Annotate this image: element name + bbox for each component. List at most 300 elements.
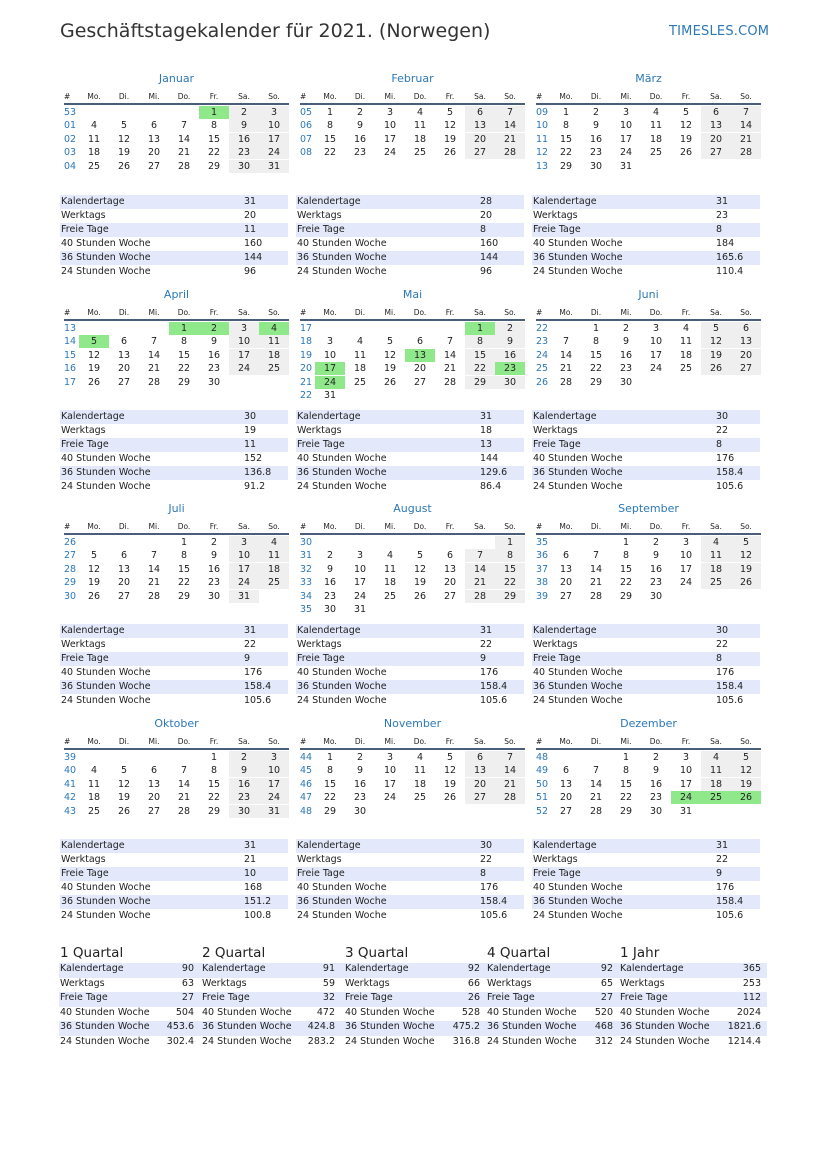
day-cell[interactable]: 1 [210,751,218,763]
month-name[interactable]: August [393,502,432,515]
week-number[interactable]: 13 [64,322,77,334]
day-cell[interactable]: 8 [622,765,630,776]
day-cell[interactable]: 26 [87,590,101,602]
day-cell[interactable]: 7 [592,765,600,776]
week-number[interactable]: 22 [536,322,549,334]
day-cell[interactable]: 10 [259,119,289,132]
day-cell[interactable]: 15 [323,778,337,790]
day-cell[interactable]: 11 [701,549,731,562]
day-cell[interactable]: 20 [117,363,131,374]
day-cell[interactable]: 11 [649,120,663,131]
day-cell[interactable]: 17 [383,133,397,145]
day-cell[interactable]: 25 [679,363,693,374]
day-cell[interactable]: 12 [117,778,131,790]
day-cell[interactable]: 21 [731,133,761,146]
day-cell[interactable]: 2 [356,106,364,118]
day-cell[interactable]: 19 [731,563,761,576]
day-cell[interactable]: 6 [446,550,454,561]
day-cell[interactable]: 25 [701,791,731,804]
day-cell[interactable]: 30 [353,805,367,817]
day-cell[interactable]: 30 [495,376,525,389]
day-cell[interactable]: 27 [147,160,161,172]
day-cell[interactable]: 2 [356,751,364,763]
day-cell[interactable]: 12 [87,349,101,361]
day-cell[interactable]: 22 [177,577,191,588]
day-cell[interactable]: 29 [589,376,603,388]
day-cell[interactable]: 8 [210,120,218,131]
week-number[interactable]: 07 [300,133,313,145]
day-cell[interactable]: 22 [207,792,221,803]
month-name[interactable]: Februar [391,72,434,85]
day-cell[interactable]: 9 [495,335,525,348]
day-cell[interactable]: 9 [229,764,259,777]
day-cell[interactable]: 8 [326,765,334,776]
day-cell[interactable]: 18 [353,363,367,374]
day-cell[interactable]: 12 [443,120,457,131]
day-cell[interactable]: 2 [652,751,660,763]
day-cell[interactable]: 11 [259,335,289,348]
day-cell[interactable]: 15 [177,563,191,575]
day-cell[interactable]: 6 [416,336,424,347]
day-cell[interactable]: 13 [117,563,131,575]
day-cell[interactable]: 9 [356,765,364,776]
day-cell[interactable]: 30 [649,590,663,602]
day-cell[interactable]: 23 [495,362,525,375]
week-number[interactable]: 32 [300,563,313,575]
month-name[interactable]: Oktober [154,717,199,730]
day-cell[interactable]: 30 [229,160,259,173]
day-cell[interactable]: 27 [559,590,573,602]
week-number[interactable]: 38 [536,577,549,588]
week-number[interactable]: 36 [536,550,549,561]
day-cell[interactable]: 2 [210,536,218,548]
week-number[interactable]: 20 [300,363,313,374]
day-cell[interactable]: 18 [259,563,289,576]
day-cell[interactable]: 16 [649,778,663,790]
day-cell[interactable]: 30 [649,805,663,817]
day-cell[interactable]: 8 [622,550,630,561]
day-cell[interactable]: 8 [210,765,218,776]
day-cell[interactable]: 4 [416,106,424,118]
day-cell[interactable]: 9 [592,120,600,131]
day-cell[interactable]: 26 [383,376,397,388]
day-cell[interactable]: 31 [259,160,289,173]
day-cell[interactable]: 3 [259,751,289,764]
day-cell[interactable]: 17 [259,778,289,791]
week-number[interactable]: 45 [300,765,313,776]
day-cell[interactable]: 22 [207,147,221,158]
week-number[interactable]: 25 [536,363,549,374]
day-cell[interactable]: 25 [353,376,367,388]
day-cell[interactable]: 3 [682,536,690,548]
day-cell[interactable]: 27 [413,376,427,388]
day-cell[interactable]: 5 [120,120,128,131]
week-number[interactable]: 17 [300,322,313,334]
day-cell[interactable]: 3 [622,106,630,118]
week-number[interactable]: 22 [300,390,313,401]
day-cell[interactable]: 23 [229,146,259,159]
day-cell[interactable]: 3 [386,106,394,118]
week-number[interactable]: 37 [536,563,549,575]
week-number[interactable]: 47 [300,792,313,803]
day-cell[interactable]: 18 [87,792,101,803]
day-cell[interactable]: 10 [229,549,259,562]
day-cell[interactable]: 29 [177,376,191,388]
day-cell[interactable]: 8 [180,550,188,561]
week-number[interactable]: 06 [300,120,313,131]
day-cell[interactable]: 14 [589,563,603,575]
day-cell[interactable]: 22 [559,147,573,158]
week-number[interactable]: 51 [536,792,549,803]
day-cell[interactable]: 8 [326,120,334,131]
week-number[interactable]: 02 [64,133,77,145]
day-cell[interactable]: 11 [353,349,367,361]
day-cell[interactable]: 22 [589,363,603,374]
day-cell[interactable]: 27 [117,590,131,602]
week-number[interactable]: 48 [536,751,549,763]
day-cell[interactable]: 6 [150,765,158,776]
day-cell[interactable]: 5 [90,550,98,561]
week-number[interactable]: 18 [300,336,313,347]
day-cell[interactable]: 2 [495,322,525,335]
day-cell[interactable]: 13 [405,349,435,362]
day-cell[interactable]: 28 [465,590,495,603]
day-cell[interactable]: 20 [731,349,761,362]
week-number[interactable]: 48 [300,805,313,817]
day-cell[interactable]: 2 [622,322,630,334]
day-cell[interactable]: 27 [701,146,731,159]
day-cell[interactable]: 16 [229,133,259,146]
day-cell[interactable]: 20 [559,577,573,588]
day-cell[interactable]: 1 [199,106,229,119]
day-cell[interactable]: 10 [229,335,259,348]
day-cell[interactable]: 7 [150,550,158,561]
day-cell[interactable]: 4 [259,322,289,335]
day-cell[interactable]: 8 [495,549,525,562]
week-number[interactable]: 50 [536,778,549,790]
week-number[interactable]: 03 [64,147,77,158]
day-cell[interactable]: 27 [731,362,761,375]
day-cell[interactable]: 6 [701,106,731,119]
week-number[interactable]: 41 [64,778,77,790]
day-cell[interactable]: 9 [210,550,218,561]
day-cell[interactable]: 27 [147,805,161,817]
day-cell[interactable]: 6 [120,336,128,347]
day-cell[interactable]: 9 [652,765,660,776]
week-number[interactable]: 19 [300,349,313,361]
day-cell[interactable]: 26 [443,792,457,803]
day-cell[interactable]: 29 [619,805,633,817]
month-name[interactable]: April [163,288,190,301]
day-cell[interactable]: 24 [229,362,259,375]
day-cell[interactable]: 5 [386,336,394,347]
week-number[interactable]: 26 [64,536,77,548]
day-cell[interactable]: 15 [559,133,573,145]
day-cell[interactable]: 23 [619,363,633,374]
day-cell[interactable]: 23 [207,363,221,374]
day-cell[interactable]: 23 [353,147,367,158]
day-cell[interactable]: 24 [383,792,397,803]
day-cell[interactable]: 12 [701,335,731,348]
day-cell[interactable]: 26 [731,791,761,804]
day-cell[interactable]: 16 [353,133,367,145]
day-cell[interactable]: 26 [413,590,427,602]
day-cell[interactable]: 8 [562,120,570,131]
day-cell[interactable]: 21 [443,363,457,374]
day-cell[interactable]: 21 [147,577,161,588]
day-cell[interactable]: 31 [229,590,259,603]
day-cell[interactable]: 19 [87,363,101,374]
month-name[interactable]: November [383,717,442,730]
day-cell[interactable]: 26 [679,147,693,158]
week-number[interactable]: 40 [64,765,77,776]
day-cell[interactable]: 17 [315,362,345,375]
day-cell[interactable]: 28 [495,791,525,804]
day-cell[interactable]: 20 [413,363,427,374]
day-cell[interactable]: 22 [465,362,495,375]
day-cell[interactable]: 17 [383,778,397,790]
week-number[interactable]: 53 [64,106,77,118]
day-cell[interactable]: 18 [383,577,397,588]
day-cell[interactable]: 12 [731,764,761,777]
day-cell[interactable]: 19 [117,147,131,158]
day-cell[interactable]: 16 [353,778,367,790]
week-number[interactable]: 35 [300,604,313,615]
day-cell[interactable]: 16 [495,349,525,362]
week-number[interactable]: 43 [64,805,77,817]
day-cell[interactable]: 3 [356,550,364,561]
day-cell[interactable]: 26 [731,576,761,589]
day-cell[interactable]: 15 [207,133,221,145]
week-number[interactable]: 33 [300,577,313,588]
day-cell[interactable]: 9 [326,563,334,575]
day-cell[interactable]: 28 [443,376,457,388]
day-cell[interactable]: 18 [701,778,731,791]
day-cell[interactable]: 7 [465,549,495,562]
day-cell[interactable]: 2 [592,106,600,118]
week-number[interactable]: 04 [64,160,77,172]
day-cell[interactable]: 27 [465,791,495,804]
day-cell[interactable]: 21 [177,792,191,803]
day-cell[interactable]: 18 [413,133,427,145]
day-cell[interactable]: 11 [413,765,427,776]
day-cell[interactable]: 31 [679,805,693,817]
day-cell[interactable]: 15 [619,563,633,575]
day-cell[interactable]: 18 [701,563,731,576]
day-cell[interactable]: 15 [495,563,525,576]
day-cell[interactable]: 25 [413,792,427,803]
day-cell[interactable]: 21 [589,792,603,803]
day-cell[interactable]: 23 [649,577,663,588]
day-cell[interactable]: 10 [679,550,693,561]
day-cell[interactable]: 13 [117,349,131,361]
day-cell[interactable]: 14 [147,349,161,361]
day-cell[interactable]: 25 [413,147,427,158]
day-cell[interactable]: 8 [180,336,188,347]
day-cell[interactable]: 25 [649,147,663,158]
day-cell[interactable]: 17 [679,563,693,575]
day-cell[interactable]: 23 [207,577,221,588]
day-cell[interactable]: 18 [87,147,101,158]
day-cell[interactable]: 19 [87,577,101,588]
day-cell[interactable]: 24 [315,376,345,389]
day-cell[interactable]: 28 [731,146,761,159]
day-cell[interactable]: 24 [619,147,633,158]
week-number[interactable]: 10 [536,120,549,131]
day-cell[interactable]: 1 [180,536,188,548]
day-cell[interactable]: 4 [701,751,731,764]
day-cell[interactable]: 14 [495,764,525,777]
day-cell[interactable]: 5 [446,751,454,763]
day-cell[interactable]: 20 [147,147,161,158]
day-cell[interactable]: 2 [229,106,259,119]
day-cell[interactable]: 18 [413,778,427,790]
day-cell[interactable]: 24 [259,791,289,804]
week-number[interactable]: 05 [300,106,313,118]
day-cell[interactable]: 13 [731,335,761,348]
day-cell[interactable]: 29 [207,160,221,172]
day-cell[interactable]: 16 [619,349,633,361]
day-cell[interactable]: 27 [443,590,457,602]
day-cell[interactable]: 18 [649,133,663,145]
day-cell[interactable]: 22 [619,577,633,588]
day-cell[interactable]: 28 [147,376,161,388]
day-cell[interactable]: 15 [177,349,191,361]
day-cell[interactable]: 28 [559,376,573,388]
day-cell[interactable]: 7 [495,751,525,764]
day-cell[interactable]: 2 [229,751,259,764]
day-cell[interactable]: 22 [177,363,191,374]
day-cell[interactable]: 19 [443,133,457,145]
day-cell[interactable]: 30 [207,376,221,388]
day-cell[interactable]: 9 [622,336,630,347]
day-cell[interactable]: 10 [353,563,367,575]
day-cell[interactable]: 15 [323,133,337,145]
day-cell[interactable]: 25 [87,805,101,817]
day-cell[interactable]: 14 [147,563,161,575]
day-cell[interactable]: 28 [495,146,525,159]
day-cell[interactable]: 25 [701,576,731,589]
day-cell[interactable]: 20 [117,577,131,588]
day-cell[interactable]: 19 [731,778,761,791]
day-cell[interactable]: 12 [383,349,397,361]
day-cell[interactable]: 25 [383,590,397,602]
day-cell[interactable]: 13 [559,563,573,575]
day-cell[interactable]: 14 [731,119,761,132]
day-cell[interactable]: 1 [326,106,334,118]
day-cell[interactable]: 2 [199,322,229,335]
week-number[interactable]: 34 [300,590,313,602]
day-cell[interactable]: 31 [353,604,367,615]
day-cell[interactable]: 18 [259,349,289,362]
day-cell[interactable]: 26 [701,362,731,375]
month-name[interactable]: Juli [168,502,185,515]
day-cell[interactable]: 6 [120,550,128,561]
day-cell[interactable]: 14 [559,349,573,361]
day-cell[interactable]: 18 [679,349,693,361]
day-cell[interactable]: 17 [259,133,289,146]
day-cell[interactable]: 21 [177,147,191,158]
day-cell[interactable]: 17 [649,349,663,361]
day-cell[interactable]: 28 [177,160,191,172]
day-cell[interactable]: 24 [679,577,693,588]
month-name[interactable]: Januar [158,72,195,85]
day-cell[interactable]: 11 [383,563,397,575]
day-cell[interactable]: 15 [207,778,221,790]
day-cell[interactable]: 20 [147,792,161,803]
day-cell[interactable]: 13 [147,133,161,145]
week-number[interactable]: 35 [536,536,549,548]
day-cell[interactable]: 3 [386,751,394,763]
month-name[interactable]: Juni [638,288,659,301]
day-cell[interactable]: 24 [229,576,259,589]
day-cell[interactable]: 6 [731,322,761,335]
day-cell[interactable]: 7 [180,765,188,776]
day-cell[interactable]: 11 [259,549,289,562]
day-cell[interactable]: 28 [147,590,161,602]
day-cell[interactable]: 25 [259,362,289,375]
day-cell[interactable]: 11 [701,764,731,777]
day-cell[interactable]: 4 [90,120,98,131]
day-cell[interactable]: 22 [495,576,525,589]
day-cell[interactable]: 22 [323,792,337,803]
day-cell[interactable]: 9 [652,550,660,561]
week-number[interactable]: 23 [536,336,549,347]
day-cell[interactable]: 28 [589,590,603,602]
day-cell[interactable]: 20 [701,133,731,146]
week-number[interactable]: 28 [64,563,77,575]
day-cell[interactable]: 5 [701,322,731,335]
day-cell[interactable]: 20 [559,792,573,803]
day-cell[interactable]: 12 [443,765,457,776]
day-cell[interactable]: 11 [87,133,101,145]
month-name[interactable]: Mai [402,288,423,301]
day-cell[interactable]: 12 [413,563,427,575]
month-name[interactable]: September [618,502,679,515]
day-cell[interactable]: 16 [207,349,221,361]
week-number[interactable]: 39 [536,590,549,602]
month-name[interactable]: Dezember [620,717,677,730]
day-cell[interactable]: 29 [323,805,337,817]
day-cell[interactable]: 3 [652,322,660,334]
day-cell[interactable]: 26 [117,160,131,172]
day-cell[interactable]: 19 [443,778,457,790]
day-cell[interactable]: 28 [589,805,603,817]
day-cell[interactable]: 10 [619,120,633,131]
day-cell[interactable]: 24 [649,363,663,374]
day-cell[interactable]: 15 [619,778,633,790]
day-cell[interactable]: 7 [495,106,525,119]
week-number[interactable]: 46 [300,778,313,790]
month-name[interactable]: März [635,72,662,85]
day-cell[interactable]: 31 [323,390,337,401]
day-cell[interactable]: 26 [443,147,457,158]
day-cell[interactable]: 3 [259,106,289,119]
day-cell[interactable]: 19 [383,363,397,374]
day-cell[interactable]: 1 [495,536,525,549]
day-cell[interactable]: 21 [465,576,495,589]
day-cell[interactable]: 17 [229,563,259,576]
day-cell[interactable]: 27 [465,146,495,159]
day-cell[interactable]: 29 [177,590,191,602]
day-cell[interactable]: 17 [619,133,633,145]
day-cell[interactable]: 2 [652,536,660,548]
day-cell[interactable]: 31 [619,160,633,172]
day-cell[interactable]: 12 [731,549,761,562]
week-number[interactable]: 39 [64,751,77,763]
week-number[interactable]: 21 [300,376,313,388]
day-cell[interactable]: 21 [589,577,603,588]
